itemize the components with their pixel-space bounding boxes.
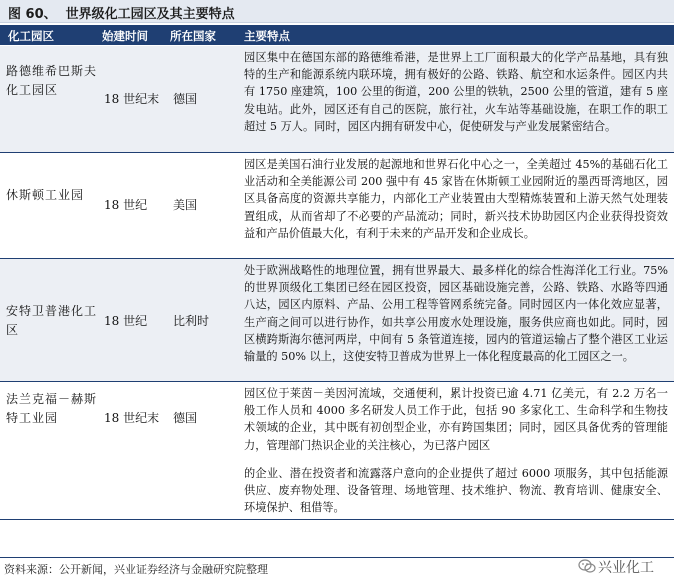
park-year: 18 世纪末 xyxy=(104,92,160,106)
table-row xyxy=(0,46,674,153)
park-name: 法兰克福－赫斯特工业园 xyxy=(6,392,98,425)
source-note: 资料来源：公开新闻，兴业证券经济与金融研究院整理 xyxy=(4,563,268,576)
wechat-icon xyxy=(578,557,596,575)
park-country: 德国 xyxy=(173,411,198,425)
header-park: 化工园区 xyxy=(8,29,54,43)
park-year: 18 世纪 xyxy=(104,198,148,212)
park-description: 园区集中在德国东部的路德维希港，是世界上工厂面积最大的化学产品基地，具有独特的生产和能源系统内联环境，拥有极好的公路、铁路、航空和水运条件。园区内共有 1750 座建筑，100 公里的街道，200 公里的铁轨，2500 公里的管道，建有 5 座发电站。此外，园区还有自己的医院，旅行社，火车站等基础设施，在职工作的职工超过 5 万人。同时，园区内拥有研发中心，促使研发与产业发展紧密结合。 xyxy=(244,51,668,133)
figure-title-bar xyxy=(0,0,674,23)
table-header xyxy=(0,25,674,45)
park-description: 处于欧洲战略性的地理位置，拥有世界最大、最多样化的综合性海洋化工行业。75% 的世界顶级化工集团已经在园区投资，园区基础设施完善，公路、铁路、水路等四通八达，园区内原料、产品、公用工程等管网系统完备。同时园区内一体化效应显著，生产商之间可以进行协作，如共享公用废水处理设施，服务供应商也如此。同时，园区横跨斯海尔德河两岸，中间有 5 条管道连接，园内的管道运输占了整个港区工业运输量的 50% 以上，这使安特卫普成为世界上一体化程度最高的化工园区之一。 xyxy=(244,264,668,364)
header-features: 主要特点 xyxy=(244,29,290,43)
watermark-text: 兴业化工 xyxy=(598,560,654,576)
park-name: 安特卫普港化工区 xyxy=(6,304,98,337)
park-country: 美国 xyxy=(173,198,198,212)
park-description: 园区位于莱茵－美因河流域，交通便利，累计投资已逾 4.71 亿美元，有 2.2 万名一般工作人员和 4000 多名研发人员工作于此，包括 90 多家化工、生命科学和生物技术领域的企业，其中既有初创型企业，亦有跨国集团；同时，园区具备优秀的管理能力，管理部门热识企业的关注核心，为已落户园区 xyxy=(244,387,668,452)
table-row xyxy=(0,259,674,382)
park-country: 比利时 xyxy=(173,314,210,328)
table-row xyxy=(0,382,674,452)
table-row-continuation xyxy=(0,461,674,520)
park-year: 18 世纪 xyxy=(104,314,148,328)
page-gap xyxy=(0,452,674,461)
table-row xyxy=(0,153,674,259)
footer-rule xyxy=(0,557,674,558)
park-name: 休斯顿工业园 xyxy=(6,188,85,202)
park-year: 18 世纪末 xyxy=(104,411,160,425)
park-country: 德国 xyxy=(173,92,198,106)
park-name: 路德维希巴斯夫化工园区 xyxy=(6,64,98,97)
figure-title: 图 60、 世界级化工园区及其主要特点 xyxy=(8,7,235,22)
header-country: 所在国家 xyxy=(170,29,216,43)
park-description: 园区是美国石油行业发展的起源地和世界石化中心之一，全美超过 45%的基础石化工业活动和全美能源公司 200 强中有 45 家皆在休斯顿工业园附近的墨西哥湾地区，园区具备高度的资源共享能力，内部化工产业装置由大型精炼装置和上游天然气处理装置组成，从而省却了不必要的产品流动；同时，新兴技术协助园区内企业获得投资效益和产品价值最大化，有利于未来的产品开发和企业成长。 xyxy=(244,158,668,240)
park-description: 的企业、潜在投资者和流露落户意向的企业提供了超过 6000 项服务，其中包括能源供应、废弃物处理、设备管理、场地管理、技术维护、物流、教育培训、健康安全、环境保护、租借等。 xyxy=(244,467,668,515)
header-year: 始建时间 xyxy=(102,29,148,43)
